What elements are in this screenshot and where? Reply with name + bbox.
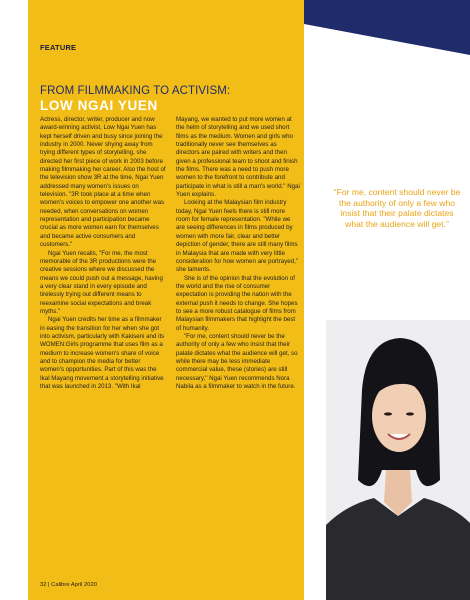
navy-triangle [304, 0, 470, 55]
sprocket-hole [305, 305, 318, 313]
sprocket-hole [305, 116, 318, 124]
article-headline: LOW NGAI YUEN [40, 98, 158, 113]
sprocket-hole [305, 224, 318, 232]
page-footer: 32 | Calibre April 2020 [40, 582, 97, 588]
sprocket-hole [305, 440, 318, 448]
paragraph: Ngai Yuen credits her time as a filmmaker in easing the transition for her when she got into activism, particularly with Kakiseni and its WOMEN:Girls programme that uses film as a medium to increase women's share of voice and to champion the media for better women's opportunities. Part of this was the Ikal Mayang movement a storytelling initiative that was launched in 2013. "With Ikal [40, 316, 165, 390]
sprocket-hole [305, 278, 318, 286]
sprocket-hole [305, 170, 318, 178]
sprocket-hole [305, 143, 318, 151]
navy-corner-graphic [0, 0, 470, 80]
paragraph: "For me, content should never be the authority of only a few who insist that their palate dictates what the audience will get, so while there may be less immediate commercial value, these (stories) are still necessary," Ngai Yuen recommends Nora Nabila as a filmmaker to watch in the future. [176, 332, 298, 390]
pull-quote: “For me, content should never be the authority of only a few who insist that their palate dictates what the audience will get.” [333, 187, 461, 229]
sprocket-hole [305, 359, 318, 367]
sprocket-hole [305, 251, 318, 259]
portrait-photo [326, 320, 470, 600]
paragraph: She is of the opinion that the evolution of the world and the rise of consumer expectation is providing the nation with the external push it needs to change. She hopes to see a more robust catalogue of films from Malaysian filmmakers that highlight the best of humanity. [176, 274, 298, 332]
sprocket-hole [305, 89, 318, 97]
sprocket-hole [305, 521, 318, 529]
article-column-2 [176, 116, 300, 391]
sprocket-hole [305, 332, 318, 340]
portrait-illustration [326, 320, 470, 600]
paragraph: Ngai Yuen recalls, "For me, the most memorable of the 3R productions were the creative sessions where we discussed the means we could push out a message, having a very clear stand in every episode and tirelessly trying out different means to reexamine social expectations and break myths." [40, 249, 163, 315]
paragraph: Looking at the Malaysian film industry today, Ngai Yuen feels there is still more room for female representation. "While we are seeing differences in films produced by women with more fair, clear and better depiction of gender, there are still many films in Malaysia that are made with very little consideration for how women are portrayed," she laments. [176, 199, 298, 274]
section-label: FEATURE [40, 43, 77, 52]
sprocket-hole [305, 413, 318, 421]
article-column-1 [40, 116, 166, 391]
sprocket-hole [305, 386, 318, 394]
article-kicker: FROM FILMMAKING TO ACTIVISM: [40, 85, 231, 97]
sprocket-hole [305, 575, 318, 583]
film-sprocket-holes [305, 0, 319, 600]
sprocket-hole [305, 467, 318, 475]
paragraph: Actress, director, writer, producer and now award-winning activist, Low Ngai Yuen has kept herself driven and busy since joining the industry in 2000. Never shying away from trying different types of storytelling, she directed her first piece of work in 2003 before making filmmaking her career. Also the host of the television show 3R at the time, Ngai Yuen addressed many women's issues on television. "3R took place at a time when women's voices to empower one another was needed, when conversations on women representation and participation became crucial as more women earn for themselves and became active consumers and customers." [40, 116, 166, 249]
sprocket-hole [305, 548, 318, 556]
sprocket-hole [305, 197, 318, 205]
paragraph: Mayang, we wanted to put more women at the helm of storytelling and we used short films as the medium. Women and girls who traditionally never see themselves as directors are paired with writers and then given a professional team to shoot and finish the films. There was a need to push more women to the forefront to contribute and participate in what is still a man's world." Ngai Yuen explains. [176, 116, 300, 199]
sprocket-hole [305, 494, 318, 502]
